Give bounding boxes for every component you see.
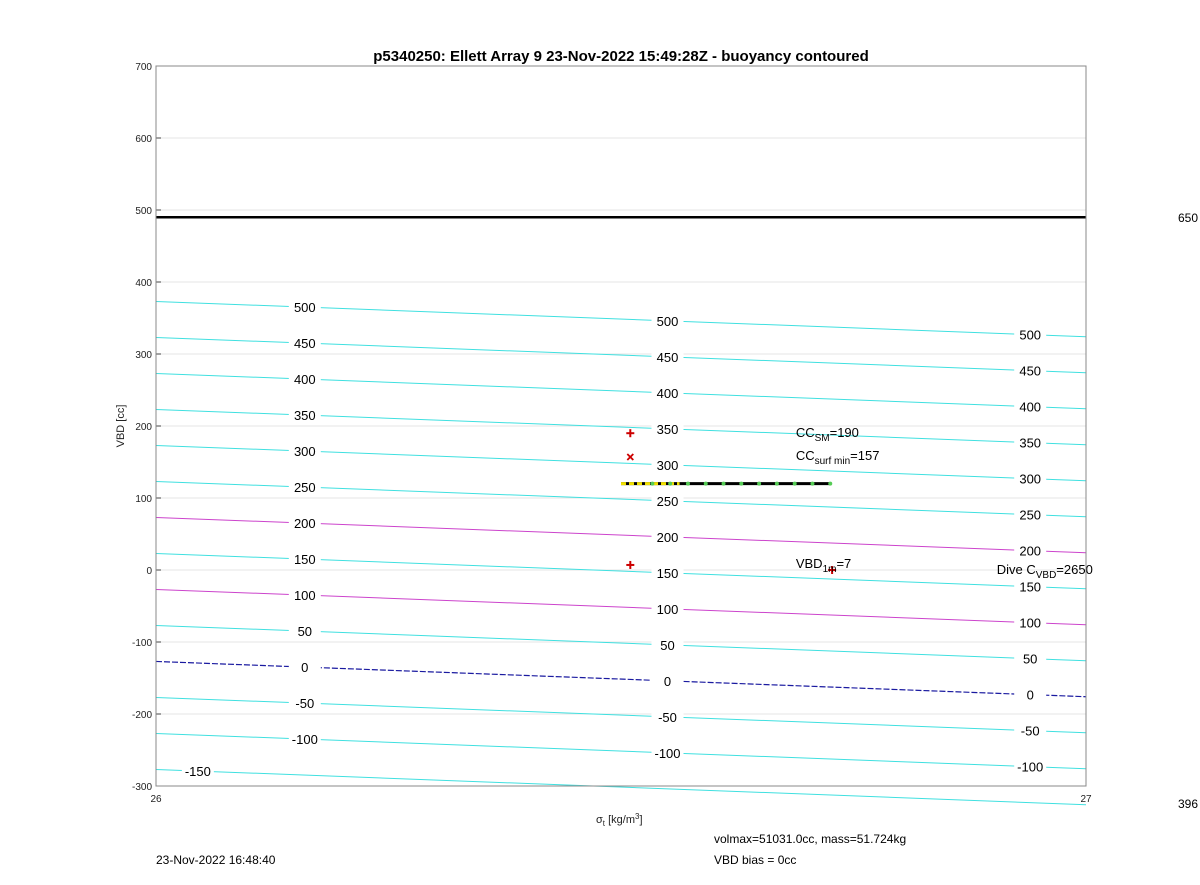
x-axis-label-sub: t [602, 819, 606, 828]
contour-label-100: 100 [1019, 615, 1042, 631]
contour-label--150: -150 [184, 764, 211, 780]
contour-label--100: -100 [291, 732, 318, 748]
dive-trace-point [828, 482, 832, 486]
footer-vbd-bias: VBD bias = 0cc [714, 853, 797, 867]
dive-cvbd-annotation-sub: VBD [1035, 570, 1057, 581]
contour-label-50: 50 [660, 637, 675, 653]
contour-label-150: 150 [656, 565, 679, 581]
cc-surf-min-marker [627, 454, 633, 460]
dive-trace-point [793, 482, 797, 486]
contour-label-500: 500 [1019, 327, 1042, 343]
contour-label-500: 500 [656, 313, 679, 329]
contour-label-0: 0 [663, 673, 672, 689]
dive-trace-point [686, 482, 690, 486]
y-axis-label: VBD [cc] [115, 404, 127, 448]
contour-label-200: 200 [1019, 543, 1042, 559]
contour-label-250: 250 [293, 480, 316, 496]
y-tick-label: 200 [135, 422, 152, 433]
x-axis-label-unit-close: ] [639, 814, 643, 826]
y-tick-label: -100 [131, 638, 152, 649]
y-tick-label: -300 [131, 782, 152, 793]
y-tick-label: 500 [135, 206, 152, 217]
dive-cvbd-annotation-main: Dive C [996, 562, 1036, 577]
vbd-marker [626, 561, 634, 569]
dive-trace-layer [621, 482, 832, 486]
vbd-annotation-value: =7 [836, 556, 852, 572]
right-label-bottom: 396 [1178, 797, 1199, 811]
contour-label-50: 50 [297, 624, 313, 640]
contour-label-200: 200 [293, 516, 316, 532]
grid-lines [156, 66, 1086, 786]
contour-label-0: 0 [1026, 687, 1034, 703]
y-tick-label: 100 [135, 494, 152, 505]
y-tick-label: 0 [146, 566, 152, 577]
cc-surf-min-annotation-main: CC [795, 448, 815, 464]
contour-label-450: 450 [1019, 363, 1042, 379]
contour-label-200: 200 [656, 529, 679, 545]
contour-label-350: 350 [293, 408, 316, 424]
cc-sm-annotation [796, 425, 859, 444]
x-tick-label: 26 [150, 794, 162, 805]
contour-label-300: 300 [1019, 471, 1042, 487]
contour-label--100: -100 [1017, 759, 1044, 775]
contour-label--50: -50 [1020, 723, 1040, 739]
contour-label-400: 400 [1019, 399, 1042, 415]
dive-cvbd-annotation-value: =2650 [1056, 562, 1093, 577]
contour-label-450: 450 [293, 336, 316, 352]
contour-label-350: 350 [656, 421, 679, 437]
cc-sm-annotation-value: =190 [829, 425, 859, 441]
contour-label-50: 50 [1022, 651, 1038, 667]
contour-label-500: 500 [293, 300, 316, 316]
y-tick-label: -200 [131, 710, 152, 721]
chart-title: p5340250: Ellett Array 9 23-Nov-2022 15:49:28Z - buoyancy contoured [373, 48, 869, 65]
y-tick-label: 700 [135, 62, 152, 73]
dive-trace-point [757, 482, 761, 486]
dive-trace-point [722, 482, 726, 486]
vbd-annotation-sub: 1m [822, 564, 837, 576]
cc-surf-min-annotation-value: =157 [850, 448, 880, 464]
x-axis-label-unit: [kg/m [605, 814, 635, 826]
contour-label-250: 250 [1019, 507, 1042, 523]
cc-sm-marker [626, 429, 634, 437]
dive-trace-point [668, 482, 672, 486]
contour-label-100: 100 [656, 601, 679, 617]
contour-label-250: 250 [656, 493, 679, 509]
contour-label-100: 100 [293, 588, 316, 604]
contour-label-300: 300 [293, 444, 316, 460]
dive-trace-point [775, 482, 779, 486]
x-axis-label [596, 812, 643, 828]
contour-label--50: -50 [658, 709, 677, 725]
vbd-annotation-main: VBD [795, 556, 823, 572]
contour-label-300: 300 [656, 457, 679, 473]
contour-label--50: -50 [295, 696, 315, 712]
dive-trace-point [810, 482, 814, 486]
contour-label--100: -100 [654, 745, 681, 761]
y-tick-label: 600 [135, 134, 152, 145]
contour-label-0: 0 [301, 660, 309, 676]
x-tick-label: 27 [1080, 794, 1092, 805]
annotation-layer [796, 425, 1093, 581]
contour-label-400: 400 [656, 385, 679, 401]
contour-label-450: 450 [656, 349, 679, 365]
contour-label-150: 150 [1019, 579, 1042, 595]
contour-label-layer [182, 298, 1046, 779]
vbd-annotation [796, 556, 851, 575]
cc-surf-min-annotation-sub: surf min [814, 456, 851, 468]
footer-volmax: volmax=51031.0cc, mass=51.724kg [714, 832, 907, 846]
axes [132, 62, 1092, 805]
cc-sm-annotation-main: CC [795, 425, 815, 441]
dive-trace-point [739, 482, 743, 486]
right-label-top: 650 [1178, 211, 1199, 225]
contour-line--150 [156, 769, 1086, 804]
contour-label-350: 350 [1019, 435, 1042, 451]
cc-surf-min-annotation [796, 448, 880, 467]
contour-label-150: 150 [293, 552, 316, 568]
dive-trace-point [650, 482, 654, 486]
cc-sm-annotation-sub: SM [814, 433, 830, 445]
dive-cvbd-annotation [997, 562, 1093, 581]
dive-trace-point [704, 482, 708, 486]
contour-label-400: 400 [293, 372, 316, 388]
y-tick-label: 300 [135, 350, 152, 361]
x-axis-label-unit-sup: 3 [634, 812, 640, 821]
y-tick-label: 400 [135, 278, 152, 289]
footer-timestamp: 23-Nov-2022 16:48:40 [156, 853, 276, 867]
x-axis-label-sigma: σ [596, 814, 603, 826]
